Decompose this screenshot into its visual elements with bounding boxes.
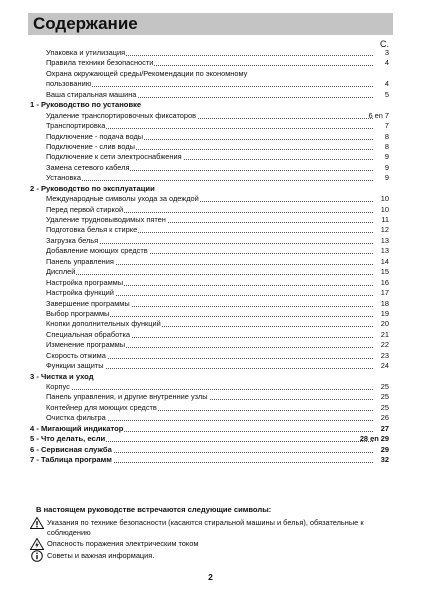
- toc-entry: [0, 142, 421, 152]
- toc-entry: [0, 340, 421, 350]
- toc-section-heading: [0, 455, 421, 465]
- toc-entry-title: Выбор программы: [46, 308, 110, 318]
- toc-entry: [0, 382, 421, 392]
- toc-entry-title: Замена сетевого кабеля: [46, 162, 130, 172]
- toc-leader-dots: [60, 86, 373, 87]
- toc-entry-page: 13: [380, 246, 389, 256]
- toc-entry-title: Перед первой стиркой: [46, 204, 124, 214]
- toc-entry-page: 13: [380, 235, 389, 245]
- toc-entry-page: 15: [380, 267, 389, 277]
- toc-leader-dots: [60, 128, 373, 129]
- toc-entry-title: Установка: [46, 173, 81, 183]
- toc-leader-dots: [60, 389, 373, 390]
- toc-entry-page: 10: [380, 194, 389, 204]
- toc-entry-title: Ваша стиральная машина: [46, 89, 137, 99]
- toc-entry-title: Скорость отжима: [46, 350, 106, 360]
- toc-leader-dots: [60, 358, 373, 359]
- toc-entry-title: Международные символы ухода за одеждой: [46, 194, 199, 204]
- toc-entry: [0, 173, 421, 183]
- toc-entry-title: Добавление моющих средств: [46, 246, 148, 256]
- toc-entry-page: 26: [380, 413, 389, 423]
- toc-entry-page: 22: [380, 340, 389, 350]
- legend-heading: В настоящем руководстве встречаются следующие символы:: [36, 505, 272, 514]
- toc-entry: [0, 58, 421, 68]
- toc-entry-page: 25: [380, 392, 389, 402]
- toc-entry-page: 5: [384, 89, 389, 99]
- toc-entry-title: 1 - Руководство по установке: [30, 100, 142, 110]
- toc-leader-dots: [60, 180, 373, 181]
- electric-hazard-icon: [30, 538, 44, 550]
- toc-entry-title: Очистка фильтра: [46, 413, 106, 423]
- toc-entry-page: 23: [380, 350, 389, 360]
- toc-entry-title: 7 - Таблица программ: [30, 455, 112, 465]
- toc-entry: [0, 236, 421, 246]
- toc-entry: [0, 69, 421, 79]
- toc-entry: [0, 299, 421, 309]
- toc-entry: [0, 288, 421, 298]
- title-bar: [28, 13, 393, 35]
- toc-entry-title: Настройка программы: [46, 277, 124, 287]
- toc-entry-title: Правила техники безопасности: [46, 58, 154, 68]
- toc-entry: [0, 121, 421, 131]
- toc-entry-title: Контейнер для моющих средств: [46, 402, 157, 412]
- toc-leader-dots: [60, 243, 373, 244]
- toc-entry-page: 4: [384, 58, 389, 68]
- toc-section-heading: [0, 100, 421, 110]
- toc-entry-title: 2 - Руководство по эксплуатации: [30, 183, 155, 193]
- toc-entry: [0, 205, 421, 215]
- toc-entry: [0, 111, 421, 121]
- toc-entry: [0, 309, 421, 319]
- symbols-legend: [30, 505, 390, 563]
- toc-entry: [0, 319, 421, 329]
- legend-item-text: Опасность поражения электрическим током: [47, 539, 199, 548]
- toc-entry-page: 9: [384, 152, 389, 162]
- toc-entry: [0, 257, 421, 267]
- toc-entry-page: 9: [384, 162, 389, 172]
- toc-entry: [0, 194, 421, 204]
- toc-leader-dots: [60, 420, 373, 421]
- toc-entry: [0, 48, 421, 58]
- toc-entry-title: пользованию: [46, 79, 92, 89]
- table-of-contents: [0, 48, 421, 466]
- toc-entry-title: Подключение - слив воды: [46, 141, 135, 151]
- page-column-label: С.: [380, 39, 389, 49]
- info-icon: [30, 550, 44, 562]
- toc-entry: [0, 413, 421, 423]
- toc-entry: [0, 79, 421, 89]
- toc-entry-title: Подключение к сети электроснабжения: [46, 152, 182, 162]
- toc-entry-title: Подготовка белья к стирке: [46, 225, 138, 235]
- toc-entry-title: Изменение программы: [46, 340, 126, 350]
- toc-entry: [0, 403, 421, 413]
- toc-entry-page: 8: [384, 131, 389, 141]
- toc-entry-page: 27: [380, 423, 389, 433]
- toc-entry: [0, 215, 421, 225]
- toc-entry: [0, 351, 421, 361]
- toc-entry-page: 24: [380, 361, 389, 371]
- toc-entry-page: 14: [380, 256, 389, 266]
- toc-leader-dots: [60, 368, 373, 369]
- toc-entry: [0, 246, 421, 256]
- toc-leader-dots: [60, 441, 373, 442]
- toc-entry-page: 9: [384, 173, 389, 183]
- legend-item-electric: [30, 539, 390, 550]
- toc-entry-page: 25: [380, 382, 389, 391]
- toc-entry-page: 7: [384, 121, 389, 131]
- toc-entry: [0, 152, 421, 162]
- toc-entry-page: 10: [380, 204, 389, 214]
- toc-section-heading: [0, 372, 421, 382]
- toc-entry-page: 17: [380, 288, 389, 298]
- toc-entry-page: 12: [380, 225, 389, 235]
- toc-entry-page: 4: [384, 79, 389, 89]
- page-number: 2: [208, 572, 213, 582]
- toc-entry-title: Панель управления, и другие внутренние узлы: [46, 392, 208, 402]
- toc-entry: [0, 392, 421, 402]
- toc-entry-title: Подключение - подача воды: [46, 131, 144, 141]
- toc-entry: [0, 361, 421, 371]
- toc-entry-page: 3: [384, 48, 389, 57]
- toc-section-heading: [0, 424, 421, 434]
- toc-entry: [0, 330, 421, 340]
- toc-entry-title: Упаковка и утилизация: [46, 48, 126, 57]
- toc-entry-title: 3 - Чистка и уход: [30, 371, 94, 381]
- toc-entry-title: Завершение программы: [46, 298, 130, 308]
- toc-entry-page: 29: [380, 444, 389, 454]
- toc-entry-page: 25: [380, 402, 389, 412]
- toc-section-heading: [0, 184, 421, 194]
- legend-item-safety: [30, 518, 390, 538]
- toc-entry-page: 32: [380, 455, 389, 465]
- toc-entry-title: Корпус: [46, 382, 70, 391]
- toc-entry-title: Настройка функций: [46, 288, 114, 298]
- toc-entry-title: 6 - Сервисная служба: [30, 444, 112, 454]
- page-title: Содержание: [33, 14, 138, 33]
- toc-entry-title: Специальная обработка: [46, 329, 130, 339]
- toc-entry: [0, 132, 421, 142]
- warning-triangle-icon: [30, 517, 44, 529]
- toc-entry-title: Загрузка белья: [46, 235, 99, 245]
- toc-entry-page: 11: [381, 215, 389, 224]
- toc-entry-title: Транспортировка: [46, 121, 106, 131]
- toc-entry-title: Удаление трудновыводимых пятен: [46, 215, 166, 224]
- toc-entry: [0, 225, 421, 235]
- toc-entry-title: Функции защиты: [46, 361, 104, 371]
- toc-leader-dots: [60, 274, 373, 275]
- toc-entry-page: 21: [380, 329, 389, 339]
- toc-entry: [0, 278, 421, 288]
- legend-item-info: [30, 551, 390, 562]
- toc-entry-title: 5 - Что делать, если: [30, 434, 106, 444]
- toc-entry-title: Удаление транспортировочных фиксаторов: [46, 110, 197, 120]
- legend-item-text: Советы и важная информация.: [47, 551, 155, 560]
- toc-entry-page: 20: [380, 319, 389, 329]
- toc-entry-title: 4 - Мигающий индикатор: [30, 423, 124, 433]
- legend-item-text: Указания по технике безопасности (касаются стиральной машины и белья), обязательные к соблюдению: [47, 518, 364, 537]
- toc-entry-title: Панель управления: [46, 256, 114, 266]
- toc-entry-title: Дисплей: [46, 267, 76, 277]
- toc-entry-page: 28 en 29: [359, 434, 389, 444]
- toc-entry-page: 6 en 7: [368, 110, 389, 120]
- toc-entry: [0, 90, 421, 100]
- toc-entry-page: 16: [380, 277, 389, 287]
- toc-entry: [0, 267, 421, 277]
- toc-section-heading: [0, 434, 421, 444]
- toc-entry: [0, 163, 421, 173]
- toc-entry-title: Охрана окружающей среды/Рекомендации по экономному: [46, 68, 248, 78]
- toc-entry-page: 8: [384, 141, 389, 151]
- toc-entry-title: Кнопки дополнительных функций: [46, 319, 161, 329]
- toc-entry-page: 18: [380, 298, 389, 308]
- toc-section-heading: [0, 445, 421, 455]
- toc-entry-page: 19: [380, 308, 389, 318]
